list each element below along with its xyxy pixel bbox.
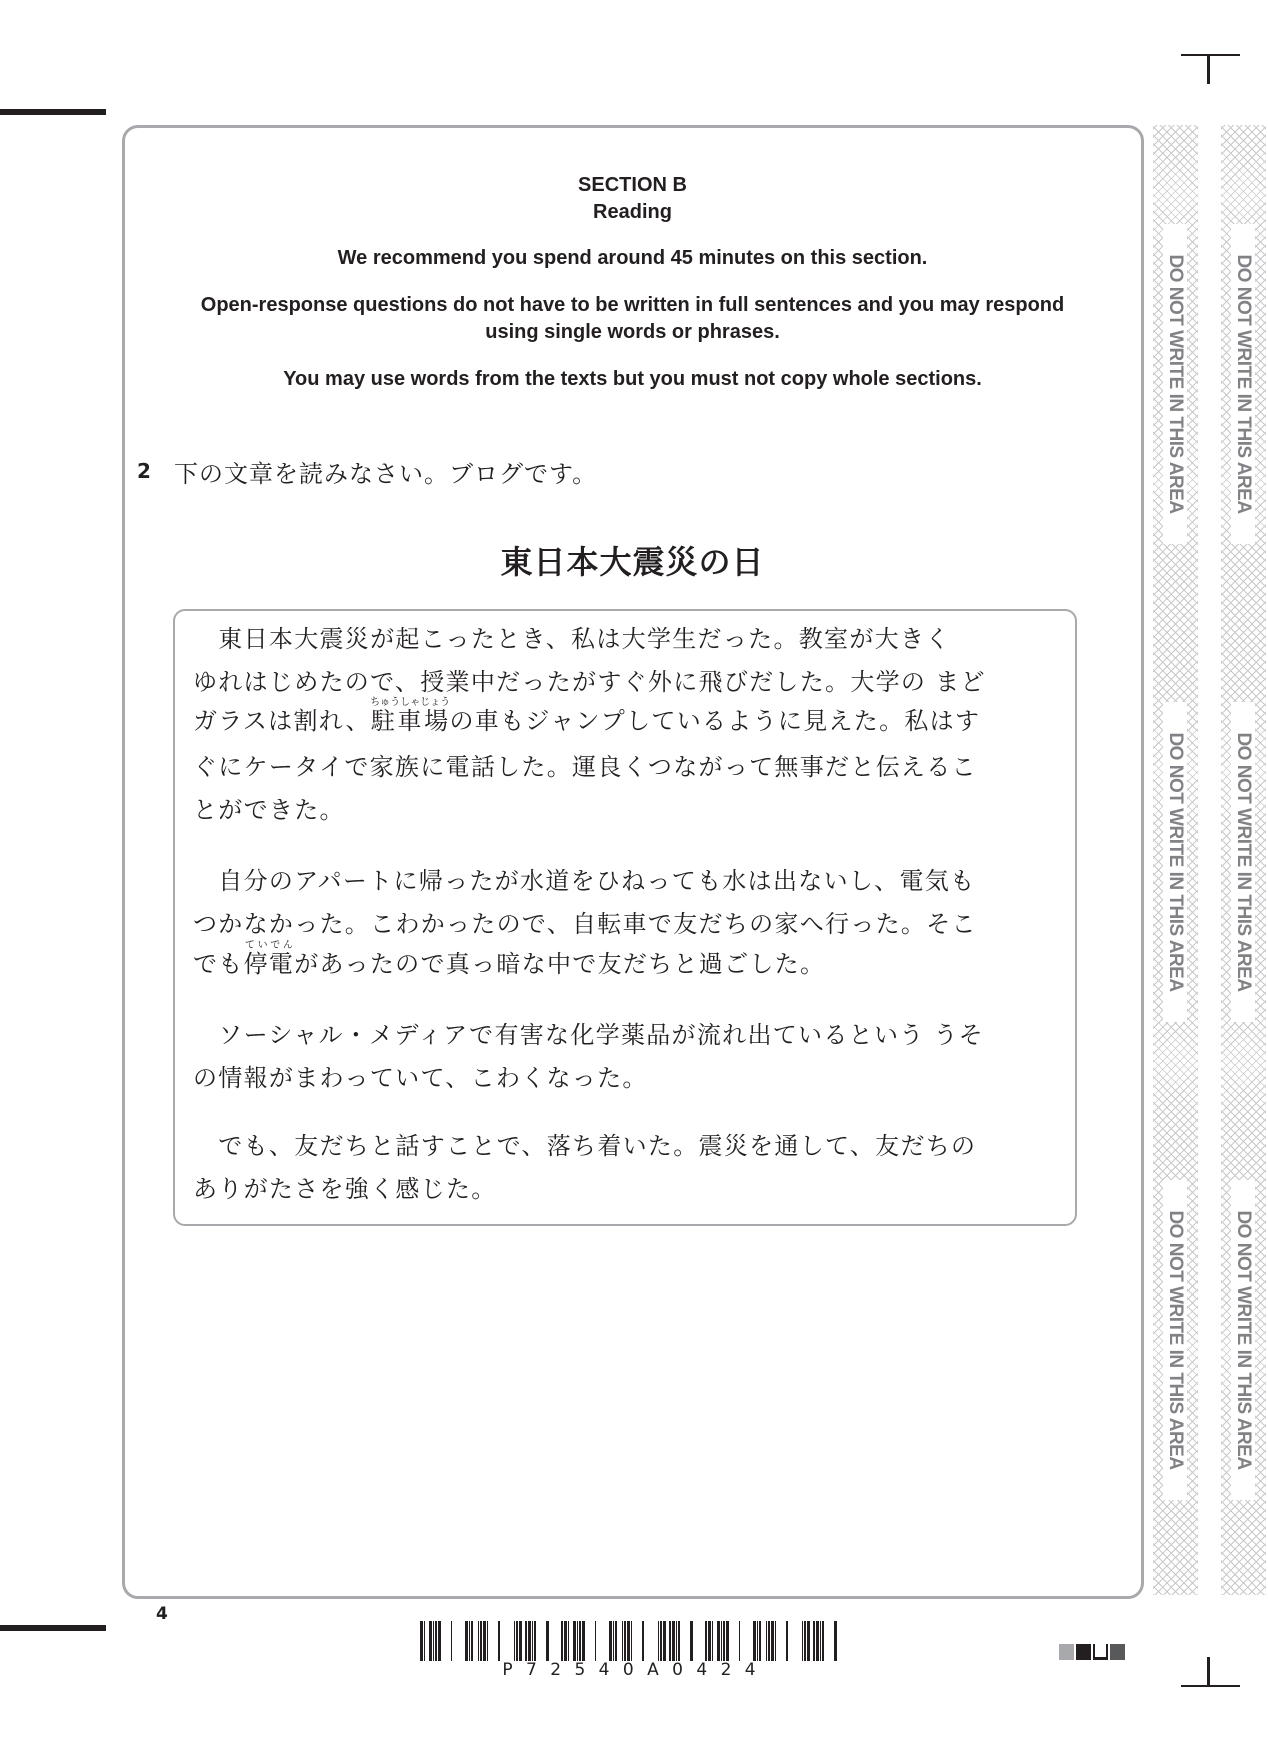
barcode-bar (471, 1621, 473, 1661)
registration-square (1076, 1644, 1091, 1660)
barcode-bar (573, 1621, 576, 1661)
section-subheading: Reading (593, 201, 672, 223)
margin-stripe-inner (1153, 125, 1198, 1595)
barcode-bar (721, 1621, 722, 1661)
blog-line: 東日本大震災が起こったとき、私は大学生だった。教室が大きく (193, 625, 951, 653)
barcode-bar (642, 1621, 644, 1661)
barcode-bar (705, 1621, 707, 1661)
barcode-bar (708, 1621, 711, 1661)
barcode-bar (753, 1621, 756, 1661)
barcode-bar (624, 1621, 626, 1661)
barcode-bar (669, 1621, 671, 1661)
barcode-bar (759, 1621, 761, 1661)
question-instruction: 下の文章を読みなさい。ブログです。 (174, 460, 598, 488)
barcode-text: P 7 2 5 4 0 A 0 4 2 4 (502, 1660, 760, 1680)
barcode-bar (766, 1621, 767, 1661)
blog-line: とができた。 (193, 796, 345, 824)
registration-bar-bottom (0, 1625, 106, 1631)
barcode-bar (525, 1621, 527, 1661)
barcode-bar (424, 1621, 425, 1661)
blog-line: ありがたさを強く感じた。 (193, 1175, 497, 1203)
barcode-bar (822, 1621, 824, 1661)
barcode-bar (498, 1621, 500, 1661)
blog-line: ぐにケータイで家族に電話した。運良くつながって無事だと伝えるこ (193, 753, 977, 781)
barcode-bar (564, 1621, 567, 1661)
registration-bar-top (0, 109, 106, 115)
barcode-bar (532, 1621, 533, 1661)
margin-warning: DO NOT WRITE IN THIS AREA (1163, 224, 1187, 544)
barcode-bar (595, 1621, 596, 1661)
copy-note: You may use words from the texts but you must not copy whole sections. (283, 368, 982, 390)
barcode-bar (816, 1621, 819, 1661)
line-segment: でも (193, 950, 244, 978)
barcode-bar (804, 1621, 806, 1661)
barcode-bar (609, 1621, 612, 1661)
barcode-bar (627, 1621, 630, 1661)
question-number: 2 (137, 459, 151, 483)
margin-warning: DO NOT WRITE IN THIS AREA (1231, 224, 1255, 544)
registration-square (1059, 1644, 1074, 1660)
crop-mark-bottom-v (1207, 1657, 1210, 1686)
barcode-bar (786, 1621, 788, 1661)
crop-mark-top-v (1207, 54, 1210, 84)
kanji: 駐車場 (370, 707, 451, 735)
barcode-bar (672, 1621, 675, 1661)
barcode (420, 1621, 842, 1661)
open-response-note-2: using single words or phrases. (485, 321, 780, 343)
barcode-bar (451, 1621, 452, 1661)
kanji: 停電 (243, 950, 295, 978)
barcode-bar (658, 1621, 659, 1661)
barcode-bar (514, 1621, 515, 1661)
barcode-bar (546, 1621, 549, 1661)
line-segment: の車もジャンプしているように見えた。私はす (449, 707, 981, 735)
line-segment: ガラスは割れ、 (193, 707, 371, 735)
barcode-bar (528, 1621, 531, 1661)
barcode-bar (726, 1621, 729, 1661)
barcode-bar (678, 1621, 680, 1661)
registration-square (1110, 1644, 1125, 1660)
page-number: 4 (156, 1604, 168, 1624)
barcode-bar (469, 1621, 470, 1661)
barcode-bar (480, 1621, 482, 1661)
time-note: We recommend you spend around 45 minutes on this section. (337, 247, 928, 269)
blog-line: ゆれはじめたので、授業中だったがすぐ外に飛びだした。大学の まど (193, 668, 986, 696)
margin-warning: DO NOT WRITE IN THIS AREA (1163, 1180, 1187, 1500)
barcode-bar (690, 1621, 693, 1661)
barcode-bar (768, 1621, 770, 1661)
open-response-note-1: Open-response questions do not have to be written in full sentences and you may respond (200, 294, 1065, 316)
barcode-bar (613, 1621, 614, 1661)
barcode-bar (615, 1621, 617, 1661)
barcode-bar (663, 1621, 666, 1661)
barcode-bar (478, 1621, 479, 1661)
barcode-bar (429, 1621, 432, 1661)
barcode-bar (483, 1621, 486, 1661)
barcode-bar (813, 1621, 815, 1661)
margin-warning: DO NOT WRITE IN THIS AREA (1231, 702, 1255, 1022)
barcode-bar (465, 1621, 468, 1661)
section-heading: SECTION B (578, 174, 687, 196)
barcode-bar (435, 1621, 437, 1661)
barcode-bar (723, 1621, 725, 1661)
blog-line (193, 697, 980, 742)
barcode-bar (676, 1621, 677, 1661)
barcode-bar (582, 1621, 585, 1661)
barcode-bar (579, 1621, 581, 1661)
line-segment: があったので真っ暗な中で友だちと過ごした。 (294, 950, 826, 978)
furigana-word (370, 697, 451, 735)
barcode-bar (660, 1621, 662, 1661)
barcode-bar (834, 1621, 837, 1661)
barcode-bar (516, 1621, 518, 1661)
barcode-bar (807, 1621, 810, 1661)
registration-square (1093, 1644, 1108, 1660)
furigana: ちゅうしゃじょう (370, 697, 451, 708)
furigana: ていでん (243, 940, 295, 951)
barcode-bar (757, 1621, 758, 1661)
barcode-bar (433, 1621, 434, 1661)
blog-line: つかなかった。こわかったので、自転車で友だちの家へ行った。そこ (193, 910, 977, 938)
furigana-word (243, 940, 295, 978)
barcode-bar (622, 1621, 623, 1661)
crop-mark-top-h (1181, 54, 1240, 56)
barcode-bar (438, 1621, 441, 1661)
blog-line: 自分のアパートに帰ったが水道をひねっても水は出ないし、電気も (193, 867, 976, 895)
barcode-bar (739, 1621, 740, 1661)
barcode-bar (820, 1621, 821, 1661)
blog-line: の情報がまわっていて、こわくなった。 (193, 1064, 648, 1092)
barcode-bar (771, 1621, 774, 1661)
barcode-bar (519, 1621, 522, 1661)
blog-line: ソーシャル・メディアで有害な化学薬品が流れ出ているという うそ (193, 1021, 985, 1049)
margin-stripe-outer (1221, 125, 1266, 1595)
barcode-bar (802, 1621, 803, 1661)
barcode-bar (775, 1621, 776, 1661)
barcode-bar (712, 1621, 713, 1661)
margin-warning: DO NOT WRITE IN THIS AREA (1231, 1180, 1255, 1500)
margin-warning: DO NOT WRITE IN THIS AREA (1163, 702, 1187, 1022)
blog-title: 東日本大震災の日 (500, 543, 765, 581)
barcode-bar (534, 1621, 536, 1661)
barcode-bar (420, 1621, 423, 1661)
crop-mark-bottom-h (1181, 1685, 1240, 1687)
barcode-bar (631, 1621, 632, 1661)
barcode-bar (487, 1621, 488, 1661)
barcode-bar (561, 1621, 563, 1661)
barcode-bar (568, 1621, 569, 1661)
barcode-bar (717, 1621, 720, 1661)
barcode-bar (577, 1621, 578, 1661)
blog-line (193, 940, 825, 985)
blog-line: でも、友だちと話すことで、落ち着いた。震災を通して、友だちの (193, 1132, 977, 1160)
